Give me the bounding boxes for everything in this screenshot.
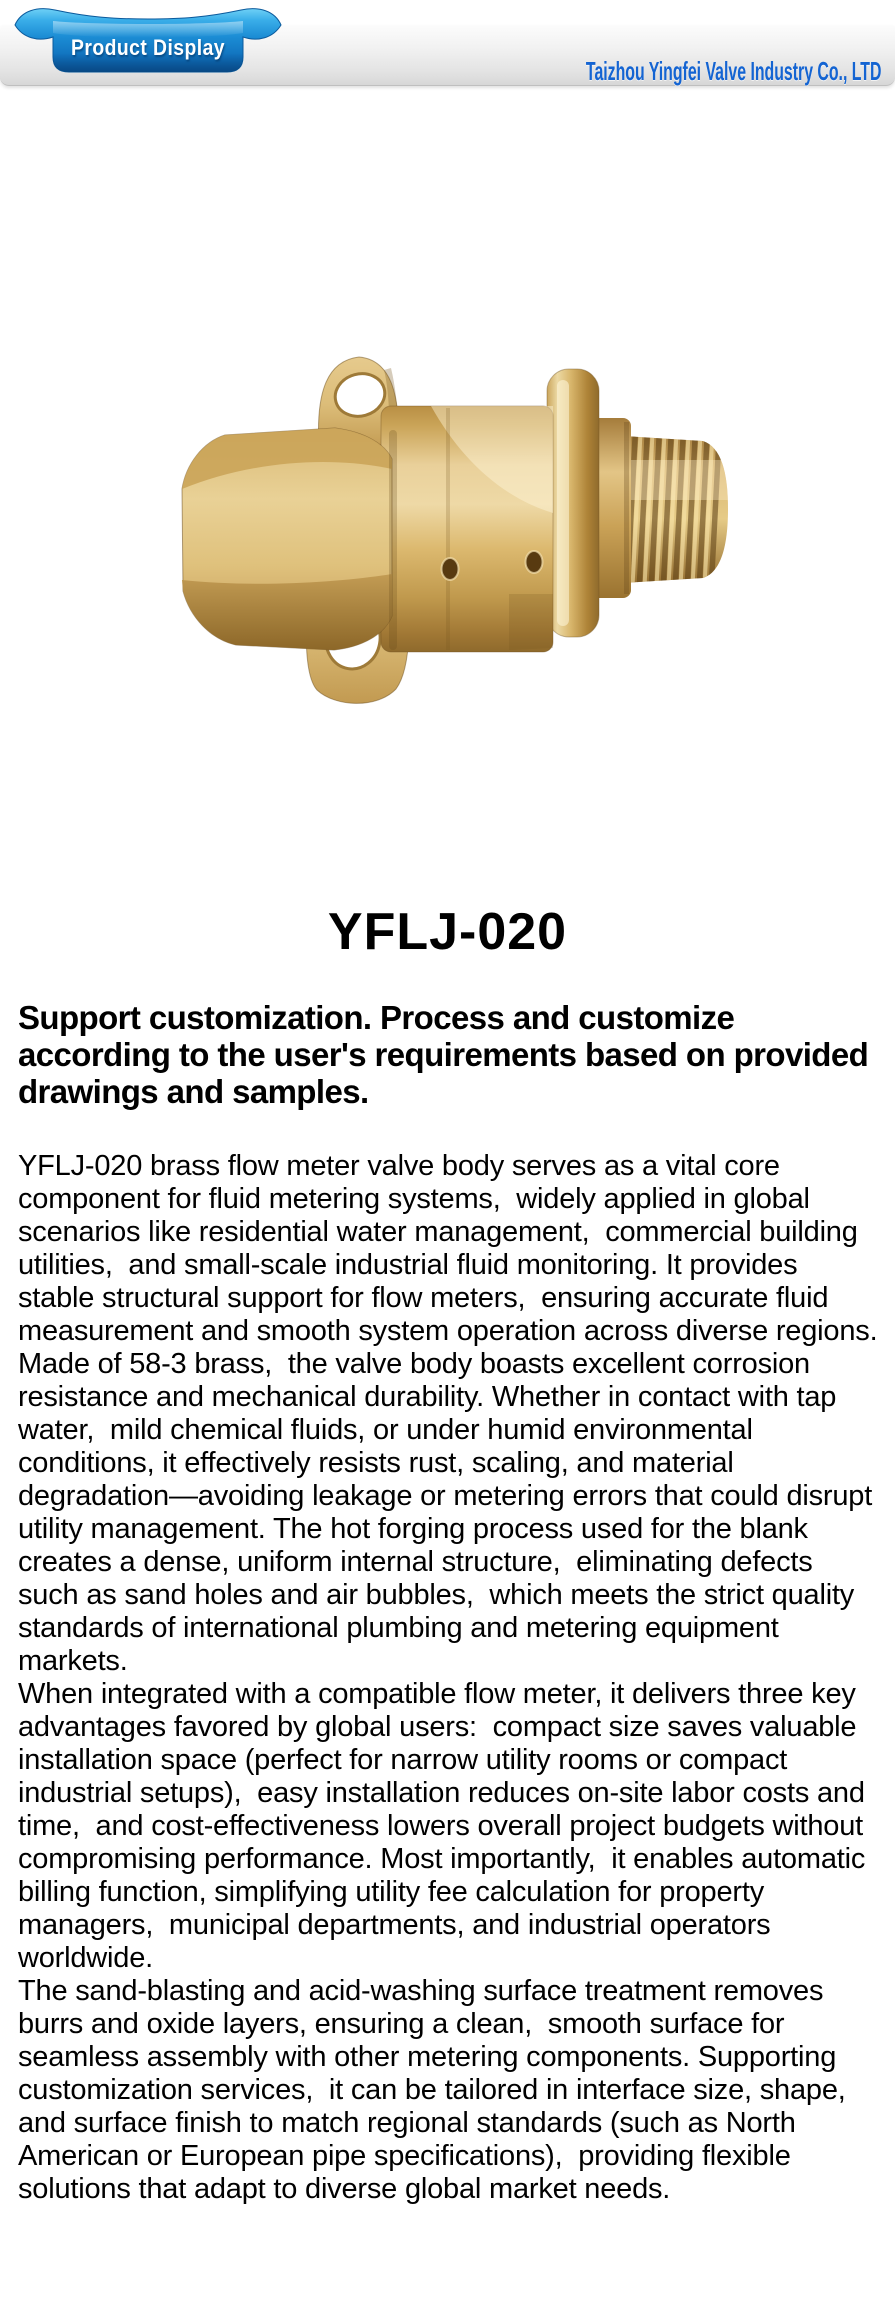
brass-valve-graphic — [163, 348, 733, 708]
ribbon-label: Product Display — [71, 35, 225, 60]
body-hole-left — [442, 558, 459, 580]
description-paragraph: YFLJ-020 brass flow meter valve body serves as a vital core component for fluid metering systems, widely applied in global scenarios like residential water management, commercial building utilities, and small-scale industrial fluid monitoring. It provides stable structural support for flow meters, ensuring accurate fluid measurement and smooth system operation across diverse regions. — [18, 1150, 878, 1347]
product-title: YFLJ-020 — [327, 903, 568, 961]
valve-body — [381, 406, 553, 652]
body-hole-right — [526, 551, 543, 573]
hex-nut — [182, 428, 397, 650]
description-paragraph: Made of 58-3 brass, the valve body boasts excellent corrosion resistance and mechanical durability. Whether in contact with tap water, mild chemical fluids, or under humid environmental conditions, it effectively resists rust, scaling, and material degradation—avoiding leakage or metering errors that could disrupt utility management. The hot forging process used for the blank creates a dense, uniform internal structure, eliminating defects such as sand holes and air bubbles, which meets the strict quality standards of international plumbing and metering equipment markets. — [18, 1348, 880, 1677]
threaded-end — [547, 369, 733, 637]
description-paragraph: When integrated with a compatible flow meter, it delivers three key advantages favored by global users: compact size saves valuable installation space (perfect for narrow utility rooms or compact industrial setups), easy installation reduces on-site labor costs and time, and cost-effectiveness lowers overall project budgets without compromising performance. Most importantly, it enables automatic billing function, simplifying utility fee calculation for property managers, municipal departments, and industrial operators worldwide. — [18, 1678, 874, 1974]
product-image — [163, 348, 733, 708]
product-description — [18, 1150, 880, 2206]
company-name: Taizhou Yingfei Valve Industry Co., LTD — [585, 56, 881, 86]
product-headline: Support customization. Process and customize according to the user's requirements based on provided drawings and samples. — [18, 999, 877, 1110]
description-paragraph: The sand-blasting and acid-washing surface treatment removes burrs and oxide layers, ensuring a clean, smooth surface for seamless assembly with other metering components. Supporting customization services, it can be tailored in interface size, shape, and surface finish to match regional standards (such as North American or European pipe specifications), providing flexible solutions that adapt to diverse global market needs. — [18, 1975, 862, 2205]
flange — [547, 369, 599, 637]
product-display-ribbon — [12, 4, 284, 82]
header — [0, 0, 895, 96]
